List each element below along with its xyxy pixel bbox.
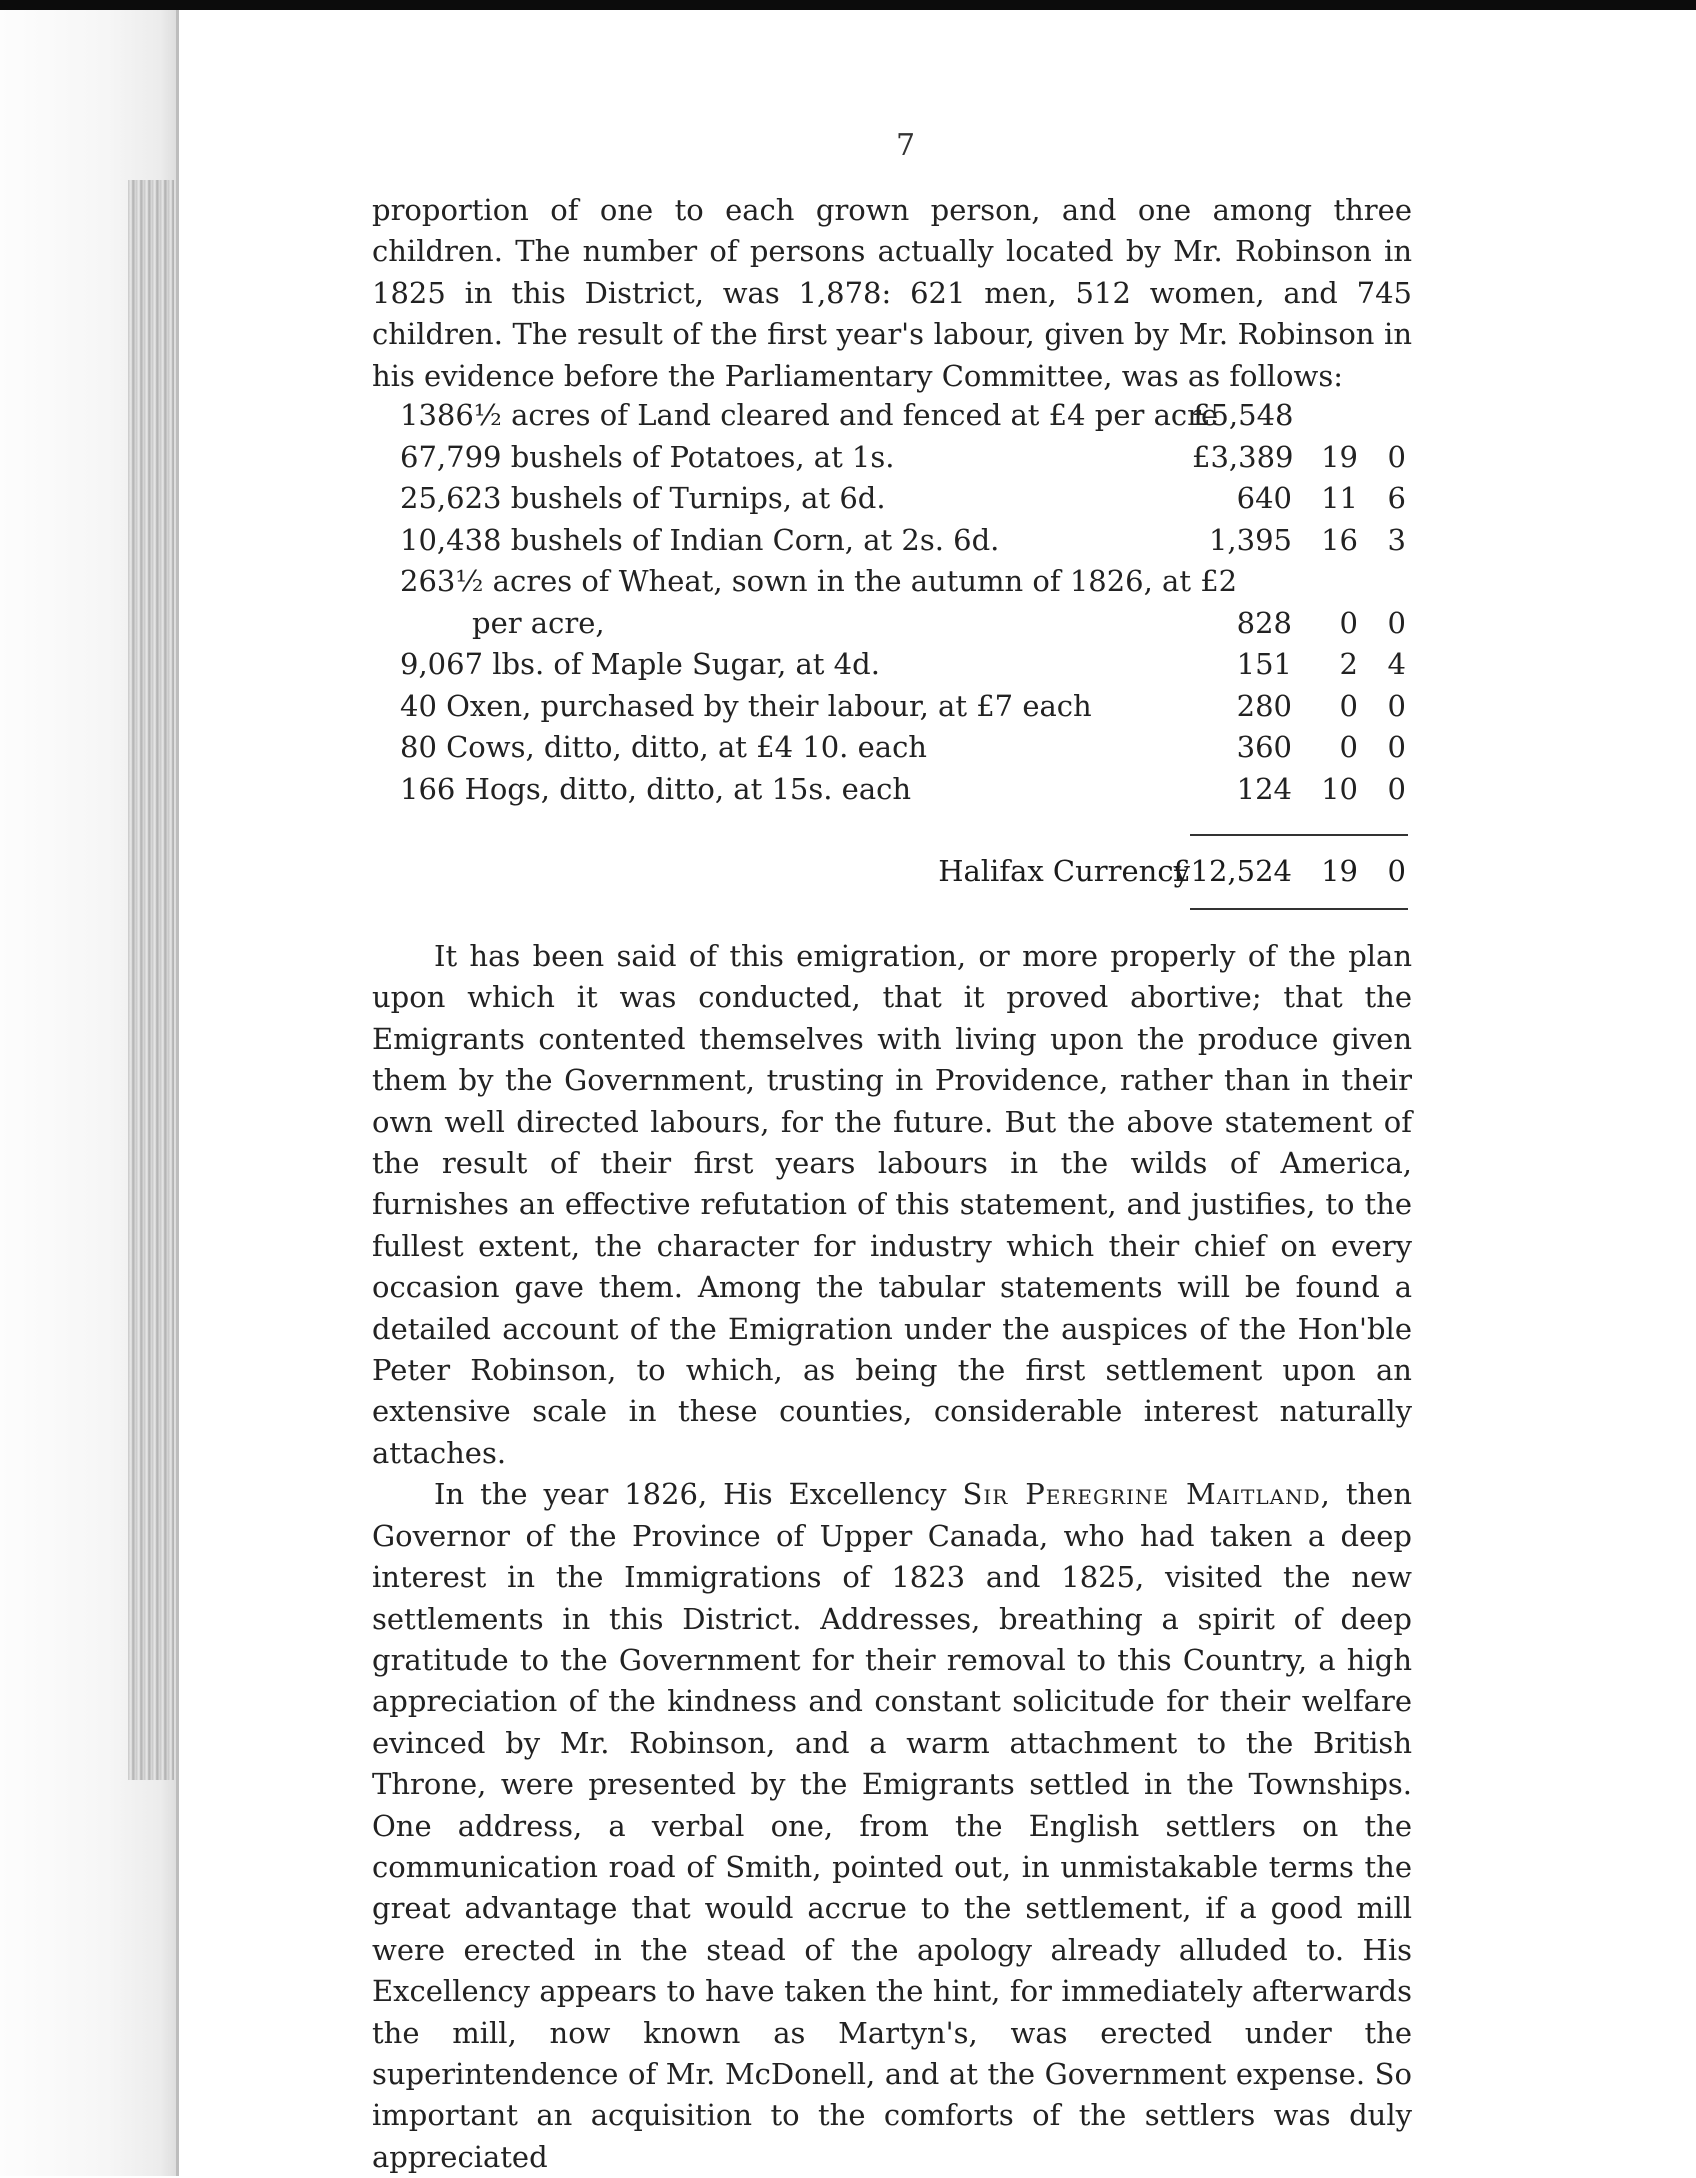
ledger-total-rule-top (1190, 834, 1408, 836)
ledger-shillings: 0 (1339, 605, 1358, 640)
paragraph-maitland-after: , then Governor of the Province of Upper Canada, who had taken a deep interest in the Immigrations of 1823 and 1825, visited the new settlements in this District. Addresses, breathing a spirit of deep gratitude to the Government for their removal to this Country, a high appreciation of the kindness and constant solicitude for their welfare evinced by Mr. Robinson, and a warm attachment to the British Throne, were presented by the Emigrants settled in the Townships. One address, a verbal one, from the English settlers on the communication road of Smith, pointed out, in unmistakable terms the great advantage that would accrue to the settlement, if a good mill were erected in the stead of the apology already alluded to. His Excellency appears to have taken the hint, for immediately afterwards the mill, now known as Martyn's, was erected under the superintendence of Mr. McDonell, and at the Government expense. So important an acquisition to the comforts of the settlers was duly appreciated (372, 1477, 1412, 2174)
labour-ledger (372, 398, 1422, 813)
ledger-pounds: 1,395 (1208, 522, 1292, 557)
ledger-pounds: £5,548 (1192, 398, 1294, 432)
ledger-total-row (372, 854, 1422, 896)
ledger-row (372, 730, 1422, 772)
ledger-total-rule-bottom (1190, 908, 1408, 910)
paragraph-maitland (372, 1474, 1412, 2178)
governor-name: Sir Peregrine Maitland (962, 1477, 1321, 1512)
ledger-item-description: 67,799 bushels of Potatoes, at 1s. (400, 439, 895, 474)
ledger-item-description: 1386½ acres of Land cleared and fenced at £4 per acre (400, 398, 1219, 432)
intro-text: proportion of one to each grown person, and one among three children. The number of persons actually located by Mr. Robinson in 1825 in this District, was 1,878: 621 men, 512 women, and 745 children. The result of the first year's labour, given by Mr. Robinson in his evidence before the Parliamentary Committee, was as follows: (372, 193, 1412, 393)
total-pence: 0 (1387, 854, 1406, 888)
ledger-pounds: 151 (1236, 647, 1292, 681)
ledger-row (372, 440, 1422, 482)
ledger-item-description: 263½ acres of Wheat, sown in the autumn of 1826, at £2 (400, 564, 1238, 598)
ledger-item-description: 80 Cows, ditto, ditto, at £4 10. each (400, 730, 927, 764)
total-label: Halifax Currency (938, 854, 1190, 888)
ledger-pounds: 828 (1236, 605, 1292, 640)
ledger-shillings: 11 (1321, 481, 1358, 515)
ledger-shillings: 0 (1339, 730, 1358, 764)
binding-page-edges (128, 180, 174, 1780)
ledger-pence: 0 (1387, 605, 1406, 640)
scan-top-border (0, 0, 1696, 10)
ledger-pence: 4 (1387, 647, 1406, 681)
ledger-row (372, 647, 1422, 689)
ledger-item-description: 9,067 lbs. of Maple Sugar, at 4d. (400, 647, 880, 681)
ledger-pence: 0 (1387, 688, 1406, 723)
ledger-shillings: 19 (1321, 439, 1358, 474)
body-paragraphs (372, 936, 1412, 2178)
ledger-item-description: 166 Hogs, ditto, ditto, at 15s. each (400, 771, 912, 806)
ledger-row (372, 481, 1422, 523)
ledger-shillings: 10 (1321, 771, 1358, 806)
ledger-pounds: 640 (1236, 481, 1292, 515)
total-shillings: 19 (1321, 854, 1358, 888)
ledger-row (372, 689, 1422, 731)
paragraph-maitland-before: In the year 1826, His Excellency (434, 1477, 963, 1512)
paragraph-emigration: It has been said of this emigration, or more properly of the plan upon which it was conducted, that it proved abortive; that the Emigrants contented themselves with living upon the produce given them by the Government, trusting in Providence, rather than in their own well directed labours, for the future. But the above statement of the result of their first years labours in the wilds of America, furnishes an effective refutation of this statement, and justifies, to the fullest extent, the character for industry which their chief on every occasion gave them. Among the tabular statements will be found a detailed account of the Emigration under the auspices of the Hon'ble Peter Robinson, to which, as being the first settlement upon an extensive scale in these counties, considerable interest naturally attaches. (372, 939, 1412, 1470)
ledger-row (372, 564, 1422, 606)
ledger-pence: 3 (1387, 522, 1406, 557)
page-number: 7 (896, 128, 916, 163)
ledger-item-description: 25,623 bushels of Turnips, at 6d. (400, 481, 886, 515)
ledger-pence: 6 (1387, 481, 1406, 515)
ledger-shillings: 16 (1321, 522, 1358, 557)
intro-paragraph (372, 190, 1412, 397)
ledger-row (372, 772, 1422, 814)
ledger-shillings: 0 (1339, 688, 1358, 723)
ledger-pounds: £3,389 (1192, 439, 1294, 474)
ledger-pence: 0 (1387, 771, 1406, 806)
ledger-pounds: 124 (1236, 771, 1292, 806)
total-pounds: £12,524 (1172, 854, 1292, 888)
ledger-pounds: 280 (1236, 688, 1292, 723)
ledger-item-description: per acre, (472, 605, 605, 640)
ledger-pence: 0 (1387, 730, 1406, 764)
ledger-pence: 0 (1387, 439, 1406, 474)
ledger-row (372, 398, 1422, 440)
ledger-item-description: 10,438 bushels of Indian Corn, at 2s. 6d. (400, 522, 1000, 557)
ledger-row (372, 523, 1422, 565)
ledger-shillings: 2 (1339, 647, 1358, 681)
ledger-row (372, 606, 1422, 648)
ledger-pounds: 360 (1236, 730, 1292, 764)
ledger-item-description: 40 Oxen, purchased by their labour, at £7 each (400, 688, 1092, 723)
binding-gutter-line (176, 10, 179, 2176)
